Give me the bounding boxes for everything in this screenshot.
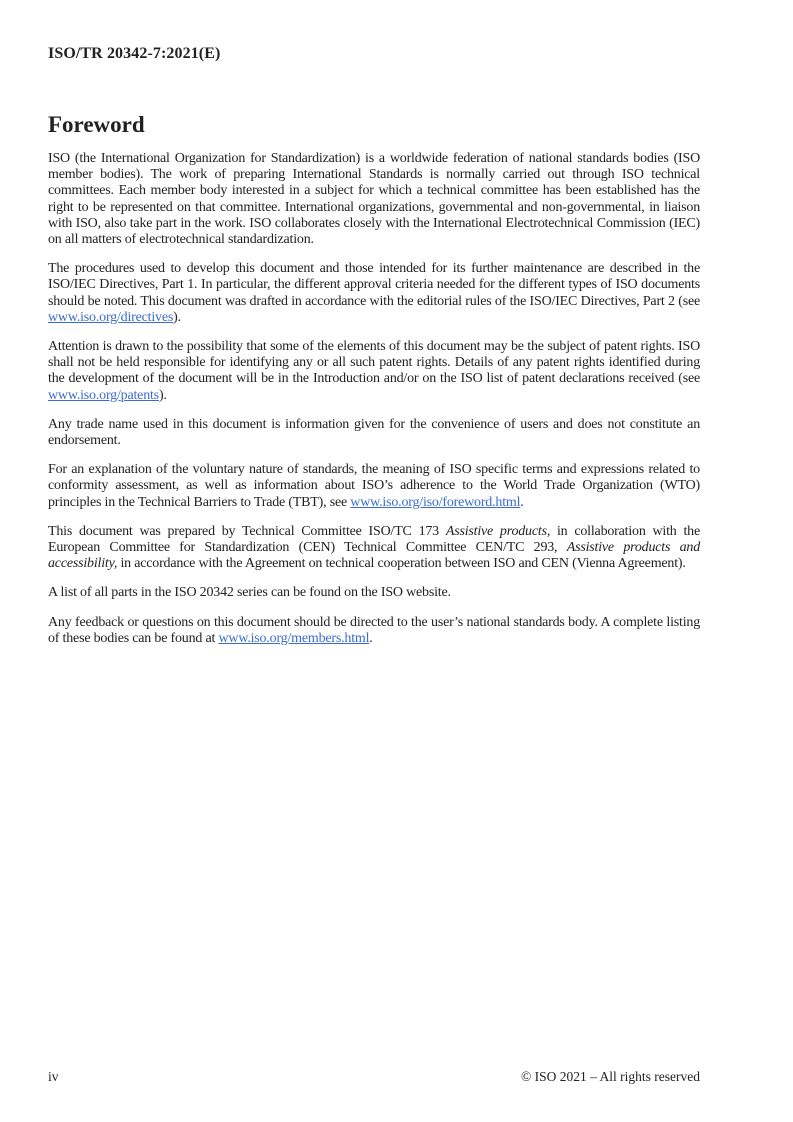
- link-iso-members[interactable]: www.iso.org/members.html: [218, 630, 370, 646]
- text-run: ).: [158, 387, 167, 403]
- italic-text: Assistive products: [445, 523, 547, 539]
- text-run: , in collaboration with the European Committee for Standardization (CEN) Technical Committee CEN/TC 293,: [48, 523, 700, 556]
- foreword-paragraph: [48, 585, 700, 601]
- text-run: Attention is drawn to the possibility that some of the elements of this document may be the subject of patent rights. ISO shall not be held responsible for identifying any or all such patent rights. Details of any patent rights identified during the development of the document will be in the Introduction and/or on the ISO list of patent declarations received (see: [48, 339, 700, 387]
- foreword-paragraph: [48, 417, 700, 449]
- text-run: .: [369, 630, 373, 646]
- foreword-paragraph: [48, 615, 700, 647]
- foreword-paragraph: [48, 339, 700, 404]
- italic-text: Assistive products and accessibility,: [48, 540, 700, 572]
- page-number: iv: [48, 1069, 59, 1084]
- text-run: A list of all parts in the ISO 20342 series can be found on the ISO website.: [48, 585, 451, 601]
- foreword-paragraph: [48, 462, 700, 511]
- link-iso-patents[interactable]: www.iso.org/patents: [48, 387, 159, 403]
- text-run: ).: [173, 309, 181, 325]
- foreword-content: [48, 151, 700, 647]
- foreword-paragraph: [48, 261, 700, 326]
- page-footer: [48, 1069, 700, 1085]
- text-run: Any feedback or questions on this document should be directed to the user’s national standards body. A complete listing of these bodies can be found at: [48, 614, 700, 646]
- foreword-paragraph: [48, 524, 700, 573]
- text-run: in accordance with the Agreement on technical cooperation between ISO and CEN (Vienna Agreement).: [117, 556, 686, 572]
- link-iso-directives[interactable]: www.iso.org/directives: [48, 309, 174, 325]
- text-run: .: [520, 494, 524, 510]
- foreword-paragraph: [48, 151, 700, 248]
- text-run: For an explanation of the voluntary nature of standards, the meaning of ISO specific terms and expressions related to conformity assessment, as well as information about ISO’s adherence to the World Trade Organization (WTO) principles in the Technical Barriers to Trade (TBT), see: [48, 462, 700, 510]
- link-iso-foreword[interactable]: www.iso.org/iso/foreword.html: [350, 494, 521, 510]
- text-run: Any trade name used in this document is information given for the convenience of users and does not constitute an endorsement.: [48, 416, 700, 449]
- copyright-notice: © ISO 2021 – All rights reserved: [521, 1069, 700, 1084]
- text-run: The procedures used to develop this document and those intended for its further maintenance are described in the ISO/IEC Directives, Part 1. In particular, the different approval criteria needed for the different types of ISO documents should be noted. This document was drafted in accordance with the editorial rules of the ISO/IEC Directives, Part 2 (see: [48, 261, 700, 309]
- page-header: [48, 45, 700, 63]
- text-run: ISO (the International Organization for Standardization) is a worldwide federation of national standards bodies (ISO member bodies). The work of preparing International Standards is normally carried out through ISO technical committees. Each member body interested in a subject for which a technical committee has been established has the right to be represented on that committee. International organizations, governmental and non-governmental, in liaison with ISO, also take part in the work. ISO collaborates closely with the International Electrotechnical Commission (IEC) on all matters of electrotechnical standardization.: [48, 151, 700, 248]
- foreword-heading: Foreword: [48, 112, 145, 137]
- text-run: This document was prepared by Technical Committee ISO/TC 173: [48, 523, 446, 539]
- document-reference: ISO/TR 20342-7:2021(E): [48, 45, 221, 62]
